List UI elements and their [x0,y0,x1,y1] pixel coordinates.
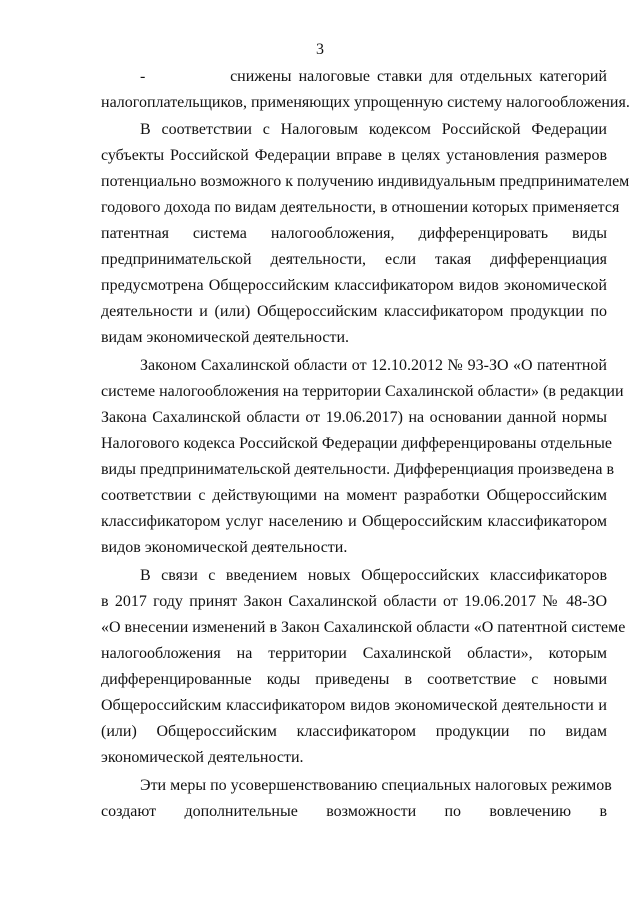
text-line: Закона Сахалинской области от 19.06.2017) на основании данной нормы [101,409,607,426]
text-line: видам экономической деятельности. [101,329,350,346]
text-line: классификатором услуг населению и Общероссийским классификатором [101,513,607,530]
page-number: 3 [316,41,324,58]
text-line: патентная система налогообложения, дифференцировать виды [101,225,607,242]
text-line: В связи с введением новых Общероссийских классификаторов [140,567,607,584]
text-line: Эти меры по усовершенствованию специальных налоговых режимов [140,777,612,794]
text-line: Законом Сахалинской области от 12.10.2012 № 93-ЗО «О патентной [140,357,607,374]
text-line: Общероссийским классификатором видов экономической деятельности и [101,697,607,714]
text-line: деятельности и (или) Общероссийским классификатором продукции по [101,303,607,320]
text-line: системе налогообложения на территории Сахалинской области» (в редакции [101,383,624,400]
text-line: предусмотрена Общероссийским классификатором видов экономической [101,277,607,294]
text-line: В соответствии с Налоговым кодексом Российской Федерации [140,121,607,138]
text-line: Налогового кодекса Российской Федерации дифференцированы отдельные [101,435,612,452]
text-line: налогоплательщиков, применяющих упрощенную систему налогообложения. [101,94,630,111]
text-line: - снижены налоговые ставки для отдельных категорий [140,68,607,85]
text-line: экономической деятельности. [101,749,304,766]
text-line: видов экономической деятельности. [101,539,348,556]
text-line: (или) Общероссийским классификатором продукции по видам [101,723,607,740]
text-line: годового дохода по видам деятельности, в отношении которых применяется [101,199,620,216]
text-line: создают дополнительные возможности по вовлечению в [101,803,607,820]
text-line: предпринимательской деятельности, если такая дифференциация [101,251,607,268]
text-line: потенциально возможного к получению индивидуальным предпринимателем [101,173,630,190]
text-line: соответствии с действующими на момент разработки Общероссийским [101,487,607,504]
text-line: налогообложения на территории Сахалинской области», которым [101,645,607,662]
text-line: виды предпринимательской деятельности. Дифференциация произведена в [101,461,614,478]
text-line: субъекты Российской Федерации вправе в целях установления размеров [101,147,607,164]
text-line: в 2017 году принят Закон Сахалинской области от 19.06.2017 № 48-ЗО [101,593,607,610]
text-line: «О внесении изменений в Закон Сахалинской области «О патентной системе [101,619,626,636]
text-line: дифференцированные коды приведены в соответствие с новыми [101,671,607,688]
